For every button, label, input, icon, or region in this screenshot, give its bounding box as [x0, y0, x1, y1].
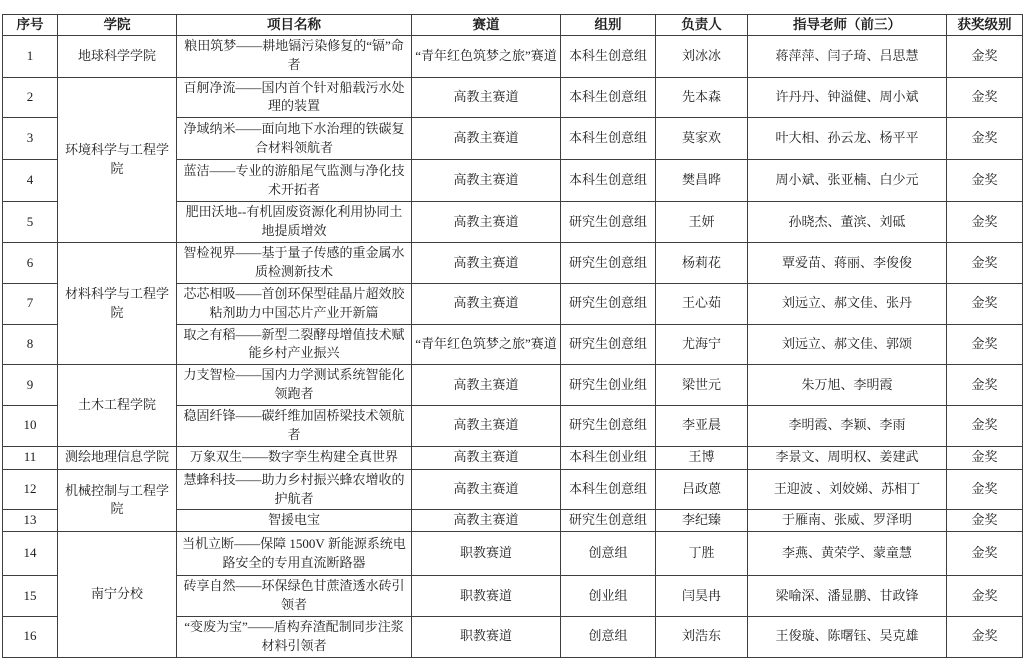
cell-award: 金奖: [947, 77, 1023, 118]
cell-track: 职教赛道: [412, 616, 561, 657]
cell-track: 高教主赛道: [412, 469, 561, 510]
cell-group: 研究生创业组: [561, 365, 656, 406]
cell-track: 高教主赛道: [412, 202, 561, 243]
cell-project: 智援电宝: [177, 510, 412, 532]
cell-project: 蓝洁——专业的游船尾气监测与净化技术开拓者: [177, 160, 412, 202]
cell-group: 研究生创意组: [561, 324, 656, 365]
cell-advisors: 蒋萍萍、闫子琦、吕思慧: [748, 35, 947, 77]
cell-advisors: 周小斌、张亚楠、白少元: [748, 160, 947, 202]
cell-project: 万象双生——数字孪生构建全真世界: [177, 446, 412, 469]
col-header-advisors: 指导老师（前三）: [748, 15, 947, 36]
cell-group: 本科生创意组: [561, 35, 656, 77]
cell-index: 5: [3, 202, 58, 243]
cell-award: 金奖: [947, 202, 1023, 243]
cell-award: 金奖: [947, 616, 1023, 657]
cell-leader: 刘浩东: [656, 616, 748, 657]
cell-index: 4: [3, 160, 58, 202]
cell-project: 稳固纤锋——碳纤维加固桥梁技术领航者: [177, 406, 412, 447]
cell-index: 12: [3, 469, 58, 510]
cell-index: 14: [3, 532, 58, 576]
cell-index: 10: [3, 406, 58, 447]
cell-leader: 尤海宁: [656, 324, 748, 365]
cell-index: 11: [3, 446, 58, 469]
cell-college: 地球科学学院: [58, 35, 177, 77]
cell-award: 金奖: [947, 365, 1023, 406]
cell-advisors: 王俊璇、陈曙钰、吴克雄: [748, 616, 947, 657]
cell-advisors: 刘远立、郝文佳、张丹: [748, 283, 947, 324]
cell-award: 金奖: [947, 532, 1023, 576]
cell-project: 智检视界——基于量子传感的重金属水质检测新技术: [177, 243, 412, 284]
cell-track: 高教主赛道: [412, 406, 561, 447]
cell-project: “变废为宝”——盾构弃渣配制同步注浆材料引领者: [177, 616, 412, 657]
cell-award: 金奖: [947, 576, 1023, 617]
cell-track: 职教赛道: [412, 576, 561, 617]
cell-college: 环境科学与工程学院: [58, 77, 177, 243]
table-row: [3, 446, 1023, 469]
cell-leader: 莫家欢: [656, 118, 748, 160]
cell-advisors: 李燕、黄荣学、蒙童慧: [748, 532, 947, 576]
cell-leader: 梁世元: [656, 365, 748, 406]
cell-advisors: 李明霞、李颖、李雨: [748, 406, 947, 447]
cell-index: 6: [3, 243, 58, 284]
cell-track: 高教主赛道: [412, 510, 561, 532]
cell-track: 高教主赛道: [412, 77, 561, 118]
cell-leader: 李纪臻: [656, 510, 748, 532]
cell-index: 7: [3, 283, 58, 324]
cell-project: 当机立断——保障 1500V 新能源系统电路安全的专用直流断路器: [177, 532, 412, 576]
cell-project: 砖享自然——环保绿色甘蔗渣透水砖引领者: [177, 576, 412, 617]
cell-award: 金奖: [947, 35, 1023, 77]
cell-advisors: 许丹丹、钟溢健、周小斌: [748, 77, 947, 118]
cell-leader: 王心茹: [656, 283, 748, 324]
cell-college: 南宁分校: [58, 532, 177, 657]
cell-leader: 刘冰冰: [656, 35, 748, 77]
cell-track: 高教主赛道: [412, 283, 561, 324]
cell-track: 高教主赛道: [412, 446, 561, 469]
cell-award: 金奖: [947, 469, 1023, 510]
cell-index: 13: [3, 510, 58, 532]
cell-group: 创意组: [561, 616, 656, 657]
cell-college: 测绘地理信息学院: [58, 446, 177, 469]
table-row: [3, 243, 1023, 284]
cell-index: 3: [3, 118, 58, 160]
table-row: [3, 35, 1023, 77]
cell-project: 肥田沃地--有机固废资源化利用协同土地提质增效: [177, 202, 412, 243]
cell-college: 土木工程学院: [58, 365, 177, 446]
cell-leader: 先本森: [656, 77, 748, 118]
table-row: [3, 532, 1023, 576]
cell-index: 16: [3, 616, 58, 657]
cell-advisors: 刘远立、郝文佳、郭颂: [748, 324, 947, 365]
cell-project: 净域纳米——面向地下水治理的铁碳复合材料领航者: [177, 118, 412, 160]
cell-index: 9: [3, 365, 58, 406]
cell-award: 金奖: [947, 118, 1023, 160]
col-header-leader: 负责人: [656, 15, 748, 36]
cell-track: 高教主赛道: [412, 243, 561, 284]
cell-project: 百舸净流——国内首个针对船载污水处理的装置: [177, 77, 412, 118]
col-header-award: 获奖级别: [947, 15, 1023, 36]
cell-group: 本科生创意组: [561, 469, 656, 510]
cell-advisors: 于雁南、张威、罗泽明: [748, 510, 947, 532]
cell-group: 本科生创意组: [561, 160, 656, 202]
cell-track: “青年红色筑梦之旅”赛道: [412, 324, 561, 365]
cell-leader: 李亚晨: [656, 406, 748, 447]
cell-group: 创业组: [561, 576, 656, 617]
col-header-group: 组别: [561, 15, 656, 36]
cell-group: 研究生创意组: [561, 283, 656, 324]
cell-award: 金奖: [947, 160, 1023, 202]
cell-project: 粮田筑梦——耕地镉污染修复的“镉”命者: [177, 35, 412, 77]
cell-group: 创意组: [561, 532, 656, 576]
cell-advisors: 李景文、周明权、姜建武: [748, 446, 947, 469]
cell-advisors: 朱万旭、李明霞: [748, 365, 947, 406]
cell-leader: 闫昊冉: [656, 576, 748, 617]
cell-college: 材料科学与工程学院: [58, 243, 177, 365]
cell-index: 8: [3, 324, 58, 365]
cell-advisors: 王迎波 、刘姣娣、苏相丁: [748, 469, 947, 510]
cell-award: 金奖: [947, 283, 1023, 324]
cell-leader: 杨莉花: [656, 243, 748, 284]
cell-group: 研究生创意组: [561, 243, 656, 284]
table-row: [3, 77, 1023, 118]
table-row: [3, 365, 1023, 406]
cell-leader: 樊昌晔: [656, 160, 748, 202]
cell-group: 本科生创意组: [561, 77, 656, 118]
cell-award: 金奖: [947, 243, 1023, 284]
cell-leader: 王妍: [656, 202, 748, 243]
cell-college: 机械控制与工程学院: [58, 469, 177, 532]
cell-award: 金奖: [947, 406, 1023, 447]
col-header-college: 学院: [58, 15, 177, 36]
cell-group: 研究生创意组: [561, 202, 656, 243]
cell-advisors: 覃爱苗、蒋丽、李俊俊: [748, 243, 947, 284]
cell-index: 15: [3, 576, 58, 617]
cell-advisors: 孙晓杰、董滨、刘砥: [748, 202, 947, 243]
cell-project: 慧蜂科技——助力乡村振兴蜂农增收的护航者: [177, 469, 412, 510]
cell-award: 金奖: [947, 324, 1023, 365]
cell-leader: 王博: [656, 446, 748, 469]
cell-project: 芯芯相吸——首创环保型硅晶片超效胶粘剂助力中国芯片产业开新篇: [177, 283, 412, 324]
cell-group: 研究生创意组: [561, 510, 656, 532]
cell-advisors: 叶大相、孙云龙、杨平平: [748, 118, 947, 160]
cell-leader: 吕政蒽: [656, 469, 748, 510]
cell-group: 本科生创业组: [561, 446, 656, 469]
col-header-project: 项目名称: [177, 15, 412, 36]
cell-group: 本科生创意组: [561, 118, 656, 160]
table-row: [3, 469, 1023, 510]
cell-award: 金奖: [947, 446, 1023, 469]
cell-index: 1: [3, 35, 58, 77]
cell-track: 高教主赛道: [412, 118, 561, 160]
cell-track: 高教主赛道: [412, 160, 561, 202]
cell-index: 2: [3, 77, 58, 118]
cell-advisors: 梁喻深、潘显鹏、甘政锋: [748, 576, 947, 617]
cell-track: 高教主赛道: [412, 365, 561, 406]
header-row: [3, 15, 1023, 36]
cell-track: “青年红色筑梦之旅”赛道: [412, 35, 561, 77]
cell-project: 力支智检——国内力学测试系统智能化领跑者: [177, 365, 412, 406]
cell-project: 取之有稻——新型二裂酵母增值技术赋能乡村产业振兴: [177, 324, 412, 365]
cell-track: 职教赛道: [412, 532, 561, 576]
cell-leader: 丁胜: [656, 532, 748, 576]
col-header-index: 序号: [3, 15, 58, 36]
awards-table: [2, 14, 1023, 658]
cell-award: 金奖: [947, 510, 1023, 532]
cell-group: 研究生创意组: [561, 406, 656, 447]
col-header-track: 赛道: [412, 15, 561, 36]
